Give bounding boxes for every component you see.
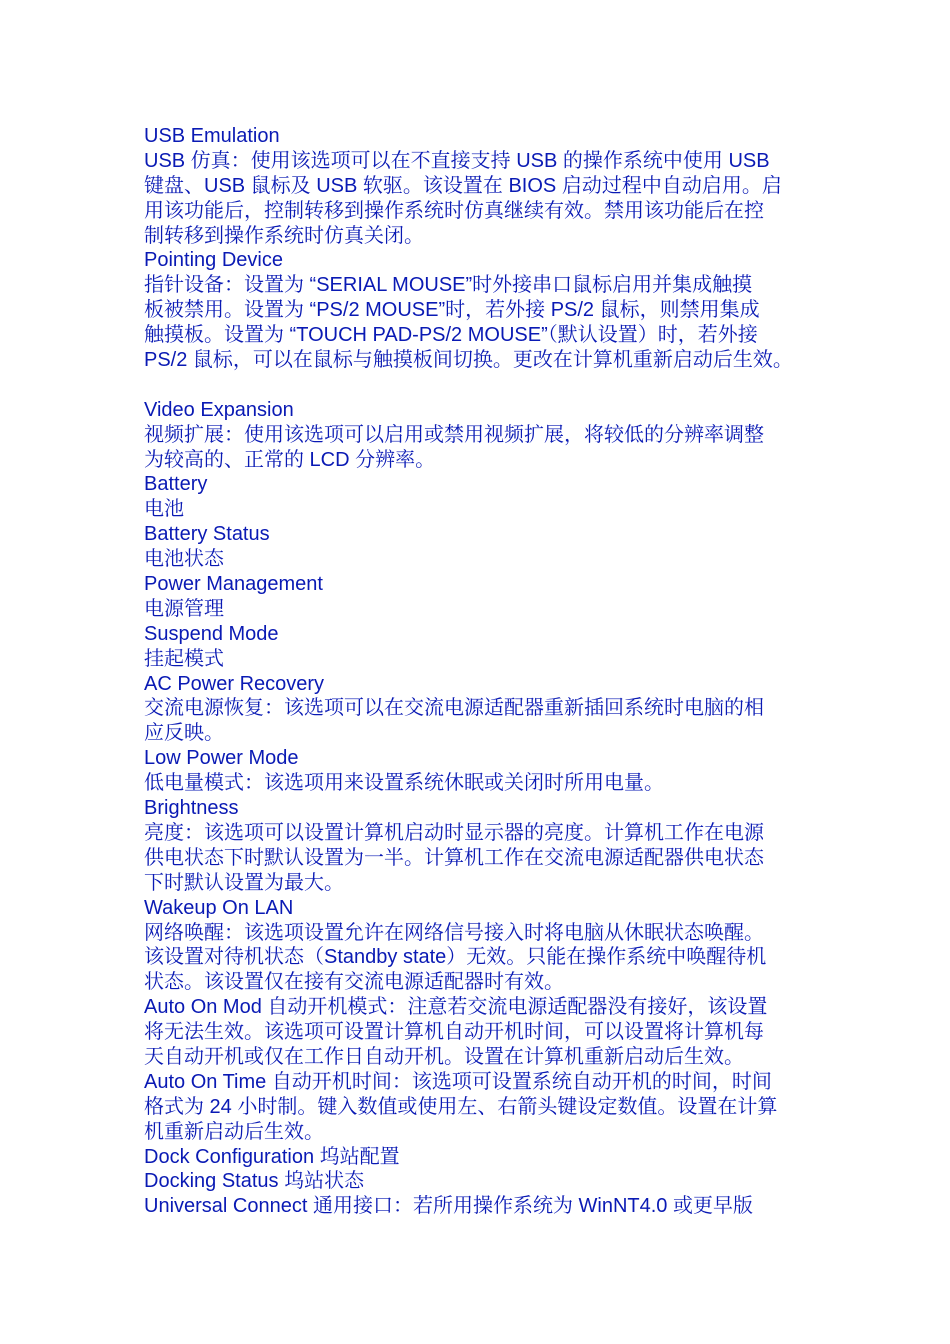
paragraph-line: USB 仿真：使用该选项可以在不直接支持 USB 的操作系统中使用 USB	[144, 149, 770, 172]
heading-battery-status: Battery Status	[144, 523, 270, 546]
paragraph-line: 触摸板。设置为 “TOUCH PAD-PS/2 MOUSE”（默认设置）时，若外接	[144, 324, 758, 347]
heading-battery: Battery	[144, 473, 208, 496]
document-body	[144, 124, 824, 1219]
paragraph-line-dock-configuration: Dock Configuration 坞站配置	[144, 1145, 400, 1168]
paragraph-line: 网络唤醒：该选项设置允许在网络信号接入时将电脑从休眠状态唤醒。	[144, 921, 764, 944]
paragraph-line: PS/2 鼠标，可以在鼠标与触摸板间切换。更改在计算机重新启动后生效。	[144, 349, 793, 372]
blank-line	[144, 373, 824, 398]
paragraph-line: 下时默认设置为最大。	[144, 871, 344, 894]
paragraph-line: 状态。该设置仅在接有交流电源适配器时有效。	[144, 971, 564, 994]
paragraph-line: 指针设备：设置为 “SERIAL MOUSE”时外接串口鼠标启用并集成触摸	[144, 274, 753, 297]
paragraph-line: 亮度：该选项可以设置计算机启动时显示器的亮度。计算机工作在电源	[144, 821, 764, 844]
paragraph-line: 将无法生效。该选项可设置计算机自动开机时间，可以设置将计算机每	[144, 1021, 764, 1044]
heading-wakeup-on-lan: Wakeup On LAN	[144, 896, 294, 919]
paragraph-line: 该设置对待机状态（Standby state）无效。只能在操作系统中唤醒待机	[144, 946, 767, 969]
paragraph-line: 交流电源恢复：该选项可以在交流电源适配器重新插回系统时电脑的相	[144, 697, 764, 720]
heading-brightness: Brightness	[144, 797, 239, 820]
heading-suspend-mode: Suspend Mode	[144, 622, 279, 645]
paragraph-line: 电池状态	[144, 548, 224, 571]
paragraph-line: 制转移到操作系统时仿真关闭。	[144, 224, 424, 247]
paragraph-line: 为较高的、正常的 LCD 分辨率。	[144, 448, 436, 471]
paragraph-line: 应反映。	[144, 722, 224, 745]
heading-usb-emulation: USB Emulation	[144, 125, 280, 147]
paragraph-line: 电池	[144, 498, 184, 521]
heading-video-expansion: Video Expansion	[144, 398, 294, 421]
paragraph-line: 供电状态下时默认设置为一半。计算机工作在交流电源适配器供电状态	[144, 846, 764, 869]
paragraph-line-auto-on-time: Auto On Time 自动开机时间：该选项可设置系统自动开机的时间，时间	[144, 1070, 772, 1093]
heading-pointing-device: Pointing Device	[144, 249, 283, 272]
paragraph-line: 低电量模式：该选项用来设置系统休眠或关闭时所用电量。	[144, 772, 664, 795]
paragraph-line-docking-status: Docking Status 坞站状态	[144, 1170, 365, 1193]
paragraph-line: 键盘、USB 鼠标及 USB 软驱。该设置在 BIOS 启动过程中自动启用。启	[144, 174, 782, 197]
paragraph-line: 电源管理	[144, 597, 224, 620]
paragraph-line: 挂起模式	[144, 647, 224, 670]
heading-power-management: Power Management	[144, 573, 323, 596]
heading-low-power-mode: Low Power Mode	[144, 747, 299, 770]
heading-ac-power-recovery: AC Power Recovery	[144, 672, 325, 695]
paragraph-line: 格式为 24 小时制。键入数值或使用左、右箭头键设定数值。设置在计算	[144, 1095, 778, 1118]
paragraph-line-universal-connect: Universal Connect 通用接口：若所用操作系统为 WinNT4.0 或更早版	[144, 1195, 753, 1218]
paragraph-line: 板被禁用。设置为 “PS/2 MOUSE”时，若外接 PS/2 鼠标，则禁用集成	[144, 299, 760, 322]
paragraph-line: 天自动开机或仅在工作日自动开机。设置在计算机重新启动后生效。	[144, 1045, 744, 1068]
paragraph-line: 用该功能后，控制转移到操作系统时仿真继续有效。禁用该功能后在控	[144, 199, 764, 222]
paragraph-line-auto-on-mod: Auto On Mod 自动开机模式：注意若交流电源适配器没有接好，该设置	[144, 996, 768, 1019]
paragraph-line: 机重新启动后生效。	[144, 1120, 324, 1143]
paragraph-line: 视频扩展：使用该选项可以启用或禁用视频扩展，将较低的分辨率调整	[144, 423, 764, 446]
